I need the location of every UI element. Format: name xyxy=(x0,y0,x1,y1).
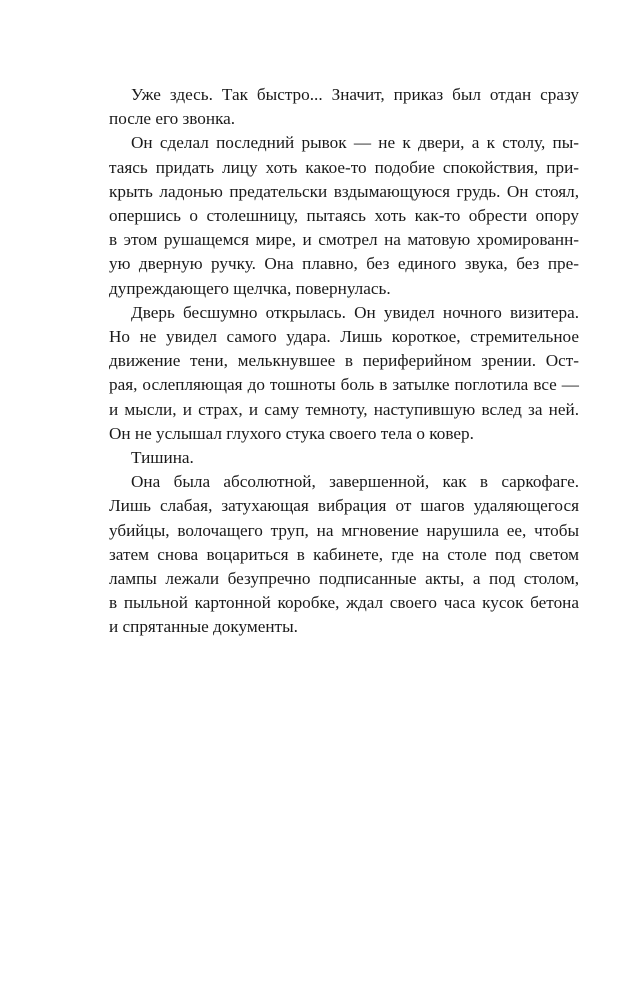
text-line: Дверь бесшумно открылась. Он увидел ночного визитера. xyxy=(131,302,579,322)
text-line: Лишь слабая, затухающая вибрация от шагов удаляющегося xyxy=(109,496,579,516)
text-line: дупреждающего щелчка, повернулась. xyxy=(109,278,391,298)
text-line: и мысли, и страх, и саму темноту, наступившую вслед за ней. xyxy=(109,399,579,419)
text-line: затем снова воцариться в кабинете, где на столе под светом xyxy=(109,544,579,564)
text-line: рая, ослепляющая до тошноты боль в затылке поглотила все — xyxy=(109,375,579,395)
text-line: таясь придать лицу хоть какое-то подобие спокойствия, при- xyxy=(109,157,579,177)
text-line: Тишина. xyxy=(131,448,194,468)
text-line: опершись о столешницу, пытаясь хоть как-то обрести опору xyxy=(109,206,579,226)
text-line: Он сделал последний рывок — не к двери, а к столу, пы- xyxy=(131,133,579,153)
paragraph xyxy=(109,446,579,470)
text-line: Он не услышал глухого стука своего тела о ковер. xyxy=(109,423,474,443)
text-line: ую дверную ручку. Она плавно, без единого звука, без пре- xyxy=(109,254,579,274)
text-line: Но не увидел самого удара. Лишь короткое, стремительное xyxy=(109,327,579,347)
text-line: движение тени, мелькнувшее в периферийном зрении. Ост- xyxy=(109,351,579,371)
text-line: Уже здесь. Так быстро... Значит, приказ был отдан сразу xyxy=(131,85,579,104)
paragraph xyxy=(109,83,579,131)
text-line: лампы лежали безупречно подписанные акты, а под столом, xyxy=(109,569,579,589)
paragraph xyxy=(109,301,579,446)
text-line: крыть ладонью предательски вздымающуюся грудь. Он стоял, xyxy=(109,181,579,201)
paragraph xyxy=(109,470,579,639)
text-line: Она была абсолютной, завершенной, как в саркофаге. xyxy=(131,472,579,492)
page-text xyxy=(109,83,579,640)
text-line: и спрятанные документы. xyxy=(109,617,298,637)
text-line: после его звонка. xyxy=(109,109,236,129)
text-line: в пыльной картонной коробке, ждал своего часа кусок бетона xyxy=(109,593,579,613)
paragraph xyxy=(109,131,579,300)
text-line: в этом рушащемся мире, и смотрел на матовую хромированн- xyxy=(109,230,579,250)
text-line: убийцы, волочащего труп, на мгновение нарушила ее, чтобы xyxy=(109,520,579,540)
